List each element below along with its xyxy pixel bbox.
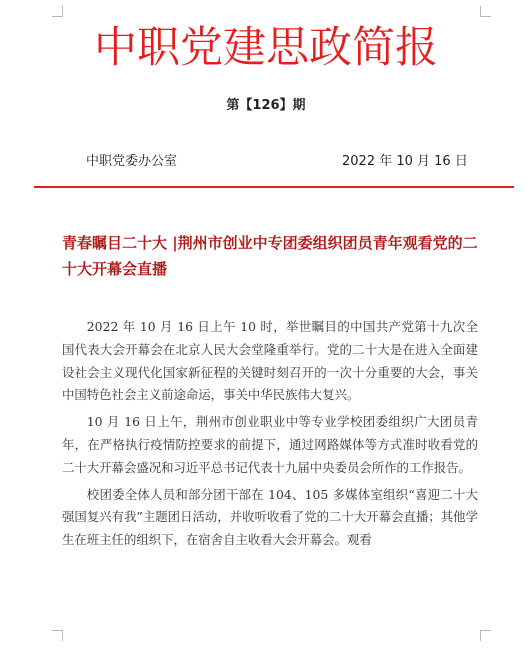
crop-mark-top-right	[480, 6, 491, 17]
issue-date: 2022 年 10 月 16 日	[342, 154, 468, 169]
article-paragraph: 2022 年 10 月 16 日上午 10 时，举世瞩目的中国共产党第十九次全国代表大会开幕会在北京人民大会堂隆重举行。党的二十大是在进入全面建设社会主义现代化国家新征程的关键时刻召开的一次十分重要的大会，事关中国特色社会主义前途命运，事关中华民族伟大复兴。	[62, 319, 478, 403]
article-headline: 青春瞩目二十大 |荆州市创业中专团委组织团员青年观看党的二十大开幕会直播	[62, 234, 478, 278]
red-divider-rule	[34, 186, 514, 188]
crop-mark-bottom-right	[480, 630, 491, 641]
crop-mark-top-left	[52, 6, 63, 17]
newsletter-masthead: 中职党建思政简报	[94, 23, 438, 73]
issue-number: 第【126】期	[226, 98, 306, 113]
article-paragraph: 校团委全体人员和部分团干部在 104、105 多媒体室组织“喜迎二十大 强国复兴有我”主题团日活动，并收听收看了党的二十大开幕会直播；其他学生在班主任的组织下，在宿舍自主收看大会开幕会。观看	[62, 486, 491, 548]
article-body	[62, 316, 491, 556]
issuing-office: 中职党委办公室	[86, 154, 178, 169]
article-paragraph: 10 月 16 日上午，荆州市创业职业中等专业学校团委组织广大团员青年，在严格执行疫情防控要求的前提下，通过网路媒体等方式准时收看党的二十大开幕会盛况和习近平总书记代表十九届中央委员会所作的工作报告。	[62, 414, 478, 475]
crop-mark-bottom-left	[52, 630, 63, 641]
